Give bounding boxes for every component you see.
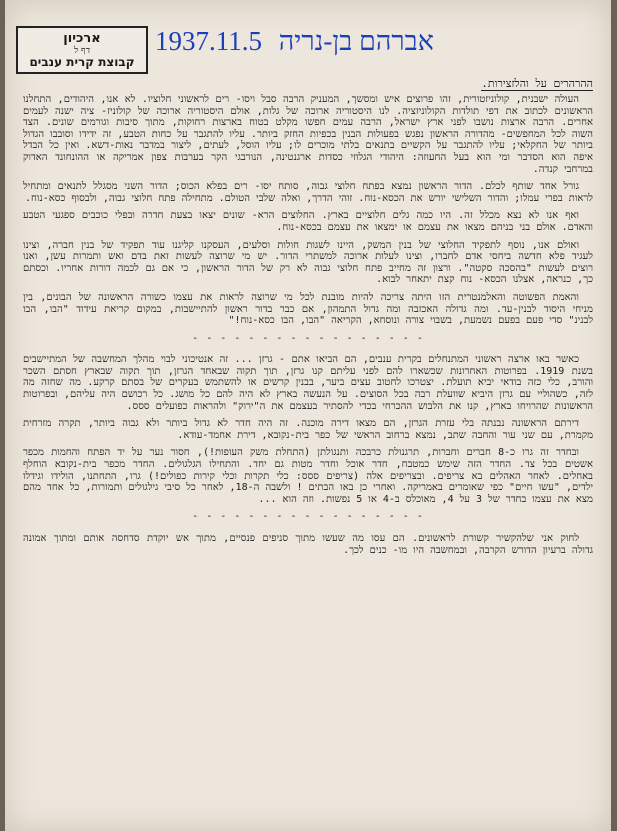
paragraph: והאמת הפשוטה והאלמנטרית הזו היתה צריכה להיות מובנת לכל מי שרוצה לראות את עצמו כשורה הראשונה של הבונים, בין מניחי היסוד לבנין-עד. ומה גדולה האכזבה ומה גדול התמהון, אם כבר בדור ראשון להתיישבות, במקום קריאת עידוד "הבו, הבו לבנינ" סדי פעם בפעם נשמעת, בשבוי צורה ונוסחא, הקריאה "הבו, הבו כסא-נוח!" [23,291,593,327]
handwritten-title [155,26,595,56]
paragraph: דירתם הראשונה נבנתה בלי עזרת הגרזן, הם מצאו דירה מוכנה. זה היה חדר לא גדול ביותר ולא גבוה ביותר, תקרה מזרחית מקמרת, עם שני עור והחבה שתב, נמצא ברחוב הראשי של כפר בית-נקובא, דירת אחמד-עודא. [23,418,593,441]
stamp-line-archive: ארכיון [63,30,101,46]
paragraph: גורל אחד שותף לכלם. הדור הראשון נמצא בפתח חלוצי גבוה, סותח יסו- רים בפלא הכוס; הדור השני מסגלל לתנאים ומתחיל לראות בפרי עמלו; והדור השלישי יורש את הכסא-נוח. זוהי הדרך, ואלה שלבי הטולם. מתחילה פתח חלוצי גבוה, ולבסוף כסא-נוח. [23,181,593,204]
paragraph: ואף אנו לא נצא מכלל זה. היו כמה גלים חלוציים בארץ. החלוצים הרא- שונים יצאו בצעת חדרה ובפלי כוכבים ספגעי הטבע והאדם. אולם בני בניהם מצאו את עצמם או ימצאו את עצמם בכסא-נוח. [23,210,593,233]
article-heading: ההרהרים על והלזצירות. [481,77,593,90]
paragraph: לחוק אני שלהקשיר קשורת לראשונים. הם עסו מה שעשו מתוך סניפים פנסיים, מתוך אש יוקדת סדחסה אותם ומתוך אמונה גדולה ברעיון הדורש הקרבה, ובמחשבה היו מו- כנים לכך. [23,533,593,556]
paragraph: כאשר באו ארצה ראשוני המתנחלים בקרית ענבים, הם הביאו אתם - גרזן ... זה אנטיכוני לבוי מהלך המחשבה של המתיישבים בשנת 1919. בפרוטות האחרונות שכשארו להם לפני עליתם קנו גרזן, תוך תקוה שבאחד הגרזן, תוך תקוה שבארץ חסתם השכר והורב, כלי כזה בודאי יביא תועלת. יצטרכו לחטוב עצים ביער, בבנין קרשים או להשתמש בעקרים של בסתם קרקע. מה שחזה מה לזה, כשהוליי עם גרזן היביא שוועלת רבה בכל הסוצים. על הנעשה בארץ לא היה להם כל מושג. כל רכושם היה עליהם, ובפרוטות הראשונות שהרויחו בארץ, קנו את הלבוש ההכרחי בכדי להסתיר בעצמם את ה"ירוק" ולהראות כפועלים ססס. [23,354,593,412]
article-body [23,94,593,825]
paragraph: העולה ישבנית, קולוניזטורית, זהו פרוצים איש ומסשך, המעניק הרבה סבל ויסו- רים לראשוני חלוציו. לא אנו, היהודים, התחלנו הראשונים לכתוב את דפי תולדות הקולוניזציה. לנו היסטוריה ארוכה של גלות, אולם היסטוריה ארוכה של קולוניז- ציה ישנה לעמים אחרים. הרבה ארצות נושבו לפני ארץ ישראל, הרבה עמים חפשו מקלט בטוח בארצות רחוקות, מתוך סיבות וגורמים שונים. הצד השוה לכל המחפשים- מהדורה הראשון נפגש בפעולות הבנין בכפיות החזק ביותר. עליו להתגבר על כחות הטבע, זה ידידו וסובבו הגדול ביותר של החקלאי; עליו להתגבר על הקשיים בתנאים בלתי מוכרים לו; עליו הוסל, לעתים, ליצור במדבר נאות-דשא. ואין כל הבדל איפה הוא הסדבר ומי הוא בעל החעוזה: היהודי הגלוזי כסדות ארגנטינה, הנורבגי הקר בערבות צפון אמריקה או ההונחונד האדוק במרחבי קנדה. [23,94,593,175]
handwritten-author: אברהם בן-נריה [278,26,434,56]
stamp-line-kibbutz: קבוצת קרית ענבים [29,54,135,69]
document-page [5,0,611,831]
section-separator: - - - - - - - - - - - - - - - - - [192,332,424,344]
section-separator: - - - - - - - - - - - - - - - - - [192,511,424,523]
handwritten-date: 1937.11.5 [155,26,262,56]
paragraph: ואולם אנו, נוסף לתפקיד החלוצי של בנין המשק, היינו לשגות חולות וסלעים, העסקנו קליגנו עוד תפקיד של בנין חברה, וצינו לעגיד פלא חדשה ביחסי אדם לחברו, וצינו לעלות ארוכה למשתרי הדור. יש מי שרוצה לעשות זאת בדם ואש ותמרות עשן, ואנו רוצים לעשות "בהסכה סקטה". ורצון זה מחייב פתח חלוצי גבוה לא רק של הדור הראשון, כי אם גם לכמה דורות אחריו. וכסתם כך, כנראה, אצלנו הכסא- נוח קצת יתאחר לבוא. [23,239,593,286]
paragraph: ובחדר זה גרו כ-8 חברים וחברות, תרגנולת כרבכה ותנגולתן (התחלת משק העופות!), חסור נער על יד הפתח והחמות מכפר אשטים בכל צד. החדר הזה שימש כמטבח, חדר אוכל וחדר מטות גם יחד. והתחילו הגלגולים. החדר מכפר בית-נקובא הוחלף באחלים. לאחר האהלים בא צריפים. ובצריפים אלה (צריפים ססס: כלי תקרות וכלי קירות כפולים!) גרו, התחתנו, הולידו וגידלו ילדים, "עשו חיים" כפי שאומרים באמריקה. ואחרי כן באו הבתים ! ולשבה ה-18, לאחר כל סיבי גילגולים ותמורות, כל אחד מהם מצא את עצמו בחדר של 3 על 4, מאוכלס ב-4 או 5 נפשות. וזה הוא ... [23,447,593,505]
stamp-line-page: דף ל [73,45,91,56]
archive-stamp [16,26,148,74]
